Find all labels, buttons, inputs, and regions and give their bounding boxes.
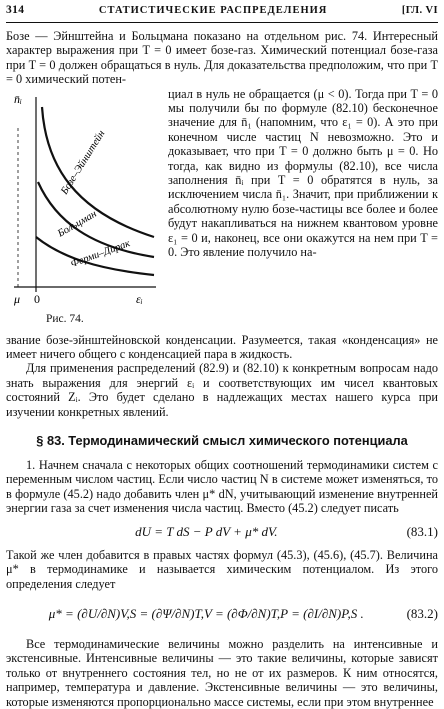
- paragraph-application: Для применения распределений (82.9) и (82.10) к конкретным вопросам надо знать выражения для энергий εᵢ и соответствующих им чисел квантовых состояний Zᵢ. Это будет сделано в надлежащих местах нашего курса при изучении конкретных явлений.: [6, 361, 438, 419]
- origin-label: 0: [34, 291, 40, 306]
- paragraph-thermo-intro: 1. Начнем сначала с некоторых общих соотношений термодинамики систем с переменным числом частиц. Если число частиц N в системе может изменяться, то в формуле (45.2) надо добавить член μ* dN, учитывающий изменение внутренней энергии газа за счет изменения числа частиц. Вместо (45.2) следует писать: [6, 458, 438, 516]
- equation-83-2-number: (83.2): [406, 605, 438, 621]
- book-page: [6, 4, 438, 709]
- chapter-label: [ГЛ. VI: [401, 5, 438, 16]
- page-number: 314: [6, 4, 25, 16]
- equation-83-2: [6, 597, 438, 631]
- running-header: [6, 4, 438, 23]
- label-fermi-dirac: Ферми–Дирак: [69, 237, 132, 270]
- section-heading: § 83. Термодинамический смысл химического потенциала: [36, 433, 408, 449]
- paragraph-intro: Бозе — Эйнштейна и Больцмана показано на отдельном рис. 74. Интересный характер выражения при T = 0 имеет бозе-газ. Химический потенциал бозе-газа при T = 0 должен обращаться в нуль. Для доказательства предположим, что при T = 0 химический потен-: [6, 29, 438, 87]
- equation-83-1: [6, 522, 438, 542]
- y-axis-label: n̄ᵢ: [14, 91, 22, 106]
- mu-label: μ: [14, 291, 21, 306]
- running-title: СТАТИСТИЧЕСКИЕ РАСПРЕДЕЛЕНИЯ: [98, 5, 328, 16]
- distribution-plot: [6, 87, 160, 307]
- paragraph-side: циал в нуль не обращается (μ < 0). Тогда при T = 0 мы получили бы по формуле (82.10) бесконечное значение для n̄₁ (напомним, что ε₁ = 0). А это при конечном числе частиц N невозможно. Это и доказывает, что при T = 0 должно быть μ = 0. Но тогда, как видно из формулы (82.10), все числа заполнения n̄ᵢ при T = 0 обратятся в нуль, за исключением числа n̄₁. Значит, при приближении к абсолютному нулю бозе-частицы все более и более будут накапливаться на нижнем квантовом уровне ε₁ = 0 и, наконец, все они окажутся на нем при T = 0. Это явление получило на-: [168, 86, 438, 260]
- figure-74: [6, 87, 160, 333]
- figure-caption: Рис. 74.: [46, 312, 84, 325]
- paragraph-after-figure: звание бозе-эйнштейновской конденсации. Разумеется, такая «конденсация» не имеет ничего общего с конденсацией пара в жидкость.: [6, 332, 438, 362]
- paragraph-intensive-extensive: Все термодинамические величины можно разделить на интенсивные и экстенсивные. Интенсивные величины — это такие величины, которые зависят только от внутреннего состояния тел, но не от их размеров. К ним относятся, например, температура и давление. Экстенсивные величины — это величины, которые изменяются пропорционально массе системы, если при этом внутреннее: [6, 636, 438, 709]
- equation-83-1-body: dU = T dS − P dV + μ* dV.: [135, 523, 278, 539]
- label-boltzmann: Больцман: [56, 208, 99, 240]
- equation-83-1-number: (83.1): [406, 523, 438, 539]
- equation-83-2-body: μ* = (∂U/∂N)V,S = (∂Ψ/∂N)T,V = (∂Φ/∂N)T,P = (∂I/∂N)P,S .: [48, 605, 364, 621]
- paragraph-chemical-potential: Такой же член добавится в правых частях формул (45.3), (45.6), (45.7). Величина μ* в термодинамике и называется химическим потенциалом. Из этого определения следует: [6, 547, 438, 591]
- x-axis-label: εᵢ: [136, 291, 143, 306]
- label-bose-einstein: Бозе–Эйнштейн: [59, 128, 108, 197]
